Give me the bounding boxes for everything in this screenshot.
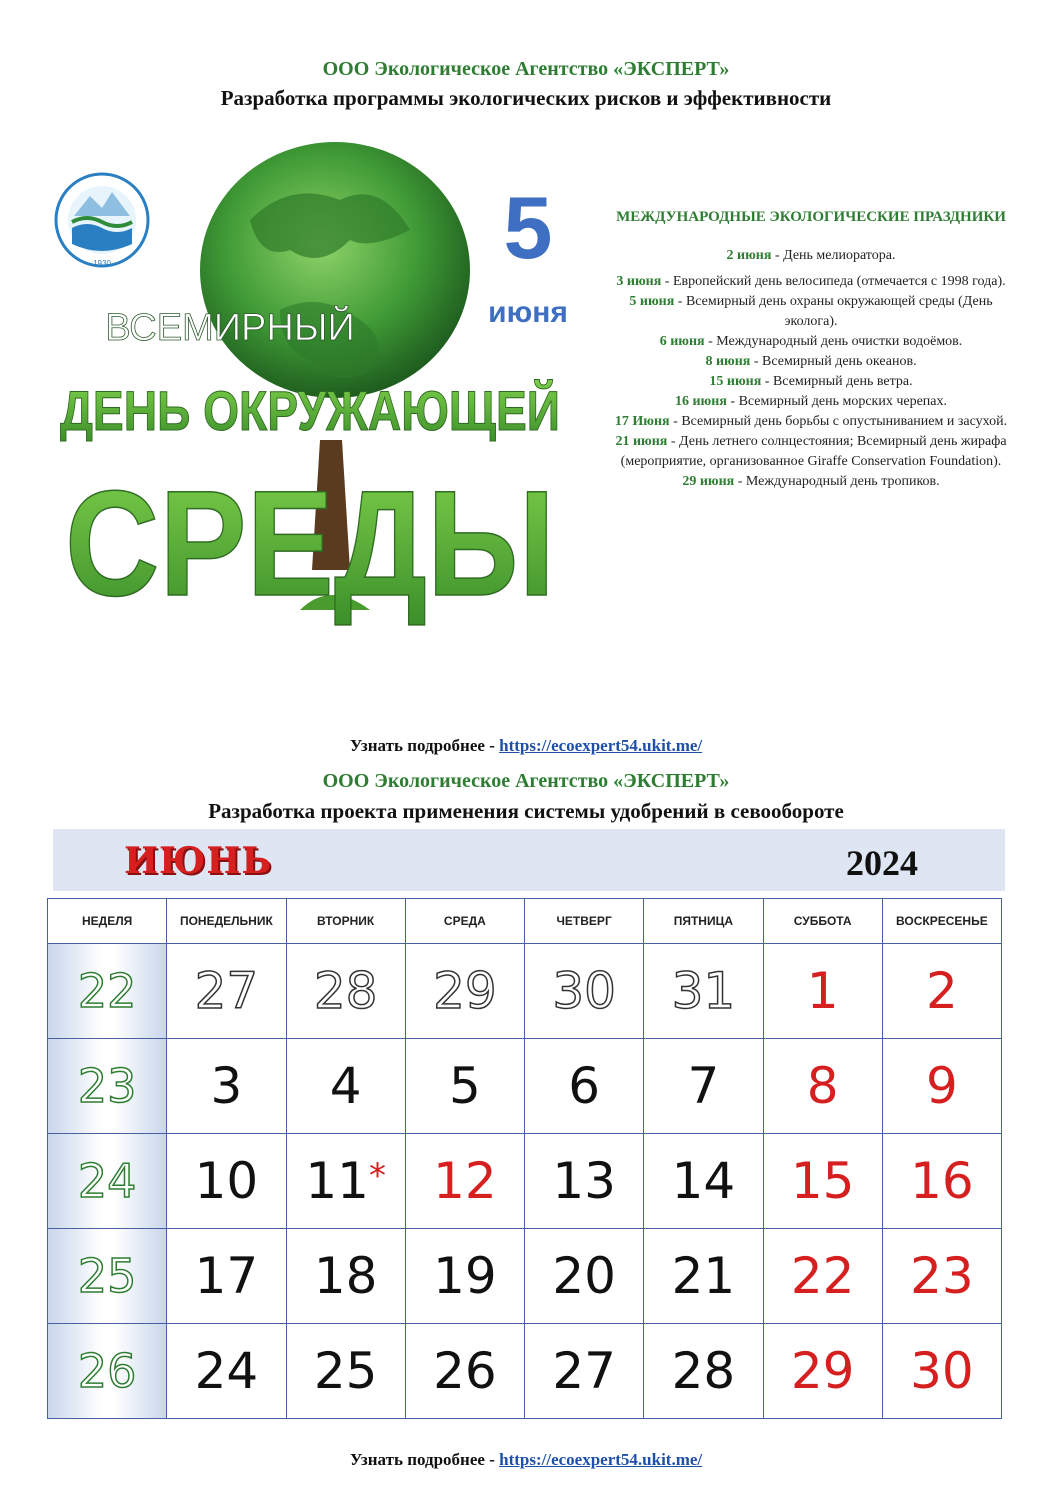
poster-line-environment: СРЕДЫ [65, 459, 555, 627]
holiday-separator: - [750, 354, 763, 369]
day-cell[interactable] [405, 1229, 524, 1324]
holiday-star-marker: * [368, 1156, 386, 1196]
day-number: 22 [790, 1247, 855, 1305]
day-cell[interactable] [525, 944, 644, 1039]
day-cell[interactable] [167, 1134, 286, 1229]
week-row [48, 1039, 1002, 1134]
more-info-1 [0, 736, 1052, 756]
day-number: 2 [925, 962, 958, 1020]
holiday-item [612, 352, 1010, 372]
holiday-date: 29 июня [682, 474, 735, 489]
company-name-2: ООО Экологическое Агентство «ЭКСПЕРТ» [322, 770, 730, 792]
holiday-separator: - [667, 434, 680, 449]
day-number: 20 [552, 1247, 616, 1305]
service-subtitle: Разработка программы экологических рисков и эффективности [220, 86, 832, 110]
day-cell[interactable] [882, 1134, 1001, 1229]
day-number: 30 [552, 962, 616, 1020]
day-number: 12 [433, 1152, 497, 1210]
weekday-header: СУББОТА [763, 899, 882, 944]
day-number: 30 [910, 1342, 974, 1400]
day-cell[interactable] [644, 1134, 763, 1229]
poster-day-number: 5 [503, 178, 553, 277]
day-number: 9 [925, 1057, 958, 1115]
holiday-item [612, 246, 1010, 266]
day-cell[interactable] [405, 1039, 524, 1134]
day-number: 14 [671, 1152, 736, 1210]
day-cell[interactable] [286, 944, 405, 1039]
day-cell[interactable] [882, 1039, 1001, 1134]
calendar-year: 2024 [846, 843, 918, 883]
holiday-item [612, 332, 1010, 352]
day-number: 15 [790, 1152, 855, 1210]
day-number: 27 [194, 962, 259, 1020]
holiday-item [612, 372, 1010, 392]
holiday-item [612, 392, 1010, 412]
weekday-header: ВТОРНИК [286, 899, 405, 944]
day-cell[interactable] [882, 1229, 1001, 1324]
day-cell[interactable] [525, 1039, 644, 1134]
holiday-date: 21 июня [615, 434, 668, 449]
holiday-item [612, 432, 1010, 472]
holiday-separator: - [771, 248, 784, 263]
day-number: 17 [194, 1247, 259, 1305]
holiday-text: День мелиоратора. [783, 248, 896, 263]
day-number: 28 [671, 1342, 736, 1400]
day-cell[interactable] [167, 1229, 286, 1324]
weekday-header: ПЯТНИЦА [644, 899, 763, 944]
holiday-text: Всемирный день борьбы с опустыниванием и засухой. [681, 414, 1008, 429]
holidays-list [612, 246, 1010, 492]
day-number: 29 [790, 1342, 855, 1400]
holiday-date: 15 июня [709, 374, 762, 389]
day-cell[interactable] [644, 1039, 763, 1134]
logo-year: 1930 [93, 259, 111, 268]
month-name: ИЮНЬ [124, 840, 273, 882]
holiday-date: 17 Июня [614, 414, 670, 429]
holiday-item [612, 472, 1010, 492]
weekday-header: ПОНЕДЕЛЬНИК [167, 899, 286, 944]
holiday-separator: - [661, 274, 673, 289]
week-number [48, 1324, 167, 1419]
day-cell[interactable] [286, 1134, 405, 1229]
day-number: 10 [194, 1152, 259, 1210]
day-cell[interactable] [405, 1134, 524, 1229]
day-cell[interactable] [167, 1324, 286, 1419]
day-number: 23 [910, 1247, 974, 1305]
more-info-link[interactable]: https://ecoexpert54.ukit.me/ [499, 1450, 703, 1469]
holiday-date: 6 июня [659, 334, 705, 349]
day-cell[interactable] [525, 1229, 644, 1324]
day-number: 7 [687, 1057, 720, 1115]
holiday-text: Международный день тропиков. [745, 474, 940, 489]
calendar-grid [47, 898, 1002, 1419]
holiday-date: 2 июня [726, 248, 772, 263]
day-cell[interactable] [882, 1324, 1001, 1419]
environment-day-poster [50, 140, 570, 660]
holiday-separator: - [726, 394, 739, 409]
holiday-text: Всемирный день морских черепах. [738, 394, 947, 409]
week-number-label: 26 [77, 1344, 137, 1398]
day-cell[interactable] [405, 944, 524, 1039]
holiday-text: Международный день очистки водоёмов. [716, 334, 963, 349]
holiday-item [612, 412, 1010, 432]
day-cell[interactable] [882, 944, 1001, 1039]
poster-day-month: июня [488, 296, 568, 329]
holiday-separator: - [761, 374, 773, 389]
week-number [48, 1229, 167, 1324]
day-cell[interactable] [286, 1324, 405, 1419]
day-cell[interactable] [405, 1324, 524, 1419]
week-number [48, 1039, 167, 1134]
day-number: 3 [210, 1057, 243, 1115]
day-number: 29 [433, 962, 497, 1020]
weekday-header: СРЕДА [405, 899, 524, 944]
day-cell[interactable] [644, 944, 763, 1039]
service-subtitle-2: Разработка проекта применения системы удобрений в севообороте [208, 799, 844, 823]
day-number: 13 [552, 1152, 616, 1210]
day-cell[interactable] [286, 1229, 405, 1324]
holiday-item [612, 292, 1010, 332]
day-number: 16 [910, 1152, 974, 1210]
week-number [48, 944, 167, 1039]
week-row [48, 1324, 1002, 1419]
holiday-separator: - [674, 294, 686, 309]
holiday-separator: - [734, 474, 746, 489]
day-cell[interactable] [167, 944, 286, 1039]
holidays-title: МЕЖДУНАРОДНЫЕ ЭКОЛОГИЧЕСКИЕ ПРАЗДНИКИ [616, 209, 1006, 225]
more-info-2 [0, 1450, 1052, 1470]
weekday-header: НЕДЕЛЯ [48, 899, 167, 944]
week-number-label: 23 [77, 1059, 137, 1113]
weekday-header: ЧЕТВЕРГ [525, 899, 644, 944]
company-name: ООО Экологическое Агентство «ЭКСПЕРТ» [322, 58, 730, 80]
day-cell[interactable] [763, 944, 882, 1039]
day-number: 1 [806, 962, 839, 1020]
week-number-label: 25 [77, 1249, 137, 1303]
day-number: 25 [313, 1342, 378, 1400]
week-number [48, 1134, 167, 1229]
poster-line-worldwide: ВСЕМИРНЫЙ [105, 307, 355, 349]
day-number: 5 [448, 1057, 481, 1115]
holiday-date: 16 июня [674, 394, 727, 409]
weekday-header: ВОСКРЕСЕНЬЕ [882, 899, 1001, 944]
day-number: 27 [552, 1342, 616, 1400]
day-number: 31 [671, 962, 736, 1020]
day-number: 19 [433, 1247, 497, 1305]
week-number-label: 22 [77, 964, 137, 1018]
day-cell[interactable] [286, 1039, 405, 1134]
day-number: 18 [313, 1247, 378, 1305]
holiday-text: Всемирный день охраны окружающей среды (День эколога). [685, 294, 993, 329]
day-cell[interactable] [167, 1039, 286, 1134]
more-info-label: Узнать подробнее - [349, 1450, 500, 1469]
day-cell[interactable] [644, 1229, 763, 1324]
day-number: 4 [329, 1057, 362, 1115]
day-cell[interactable] [763, 1324, 882, 1419]
holiday-separator: - [669, 414, 682, 429]
holiday-date: 5 июня [629, 294, 675, 309]
holiday-text: Европейский день велосипеда (отмечается с 1998 года). [672, 274, 1006, 289]
day-cell[interactable] [763, 1134, 882, 1229]
holiday-text: Всемирный день ветра. [772, 374, 913, 389]
holiday-text: День летнего солнцестояния; Всемирный день жирафа (мероприятие, организованное Giraffe Conservation Foundation). [620, 434, 1007, 469]
week-row [48, 1229, 1002, 1324]
day-cell[interactable] [644, 1324, 763, 1419]
day-cell[interactable] [525, 1134, 644, 1229]
day-number: 6 [568, 1057, 601, 1115]
day-number: 8 [806, 1057, 839, 1115]
holiday-item [612, 272, 1010, 292]
holiday-separator: - [704, 334, 717, 349]
day-cell[interactable] [763, 1039, 882, 1134]
poster-illustration [50, 140, 570, 660]
week-row [48, 944, 1002, 1039]
day-cell[interactable] [763, 1229, 882, 1324]
holiday-text: Всемирный день океанов. [762, 354, 917, 369]
holiday-date: 3 июня [616, 274, 662, 289]
weekday-header-row [48, 899, 1002, 944]
poster-line-day-of: ДЕНЬ ОКРУЖАЮЩЕЙ [60, 379, 560, 442]
day-cell[interactable] [525, 1324, 644, 1419]
day-number: 24 [194, 1342, 259, 1400]
week-row [48, 1134, 1002, 1229]
eco-holidays-panel [612, 208, 1010, 492]
day-number: 26 [433, 1342, 497, 1400]
day-number: 28 [313, 962, 378, 1020]
more-info-label: Узнать подробнее - [349, 736, 500, 755]
more-info-link[interactable]: https://ecoexpert54.ukit.me/ [499, 736, 703, 755]
day-number: 21 [671, 1247, 736, 1305]
week-number-label: 24 [77, 1154, 137, 1208]
day-number: 11 [305, 1152, 369, 1210]
university-logo [56, 174, 148, 268]
holiday-date: 8 июня [705, 354, 751, 369]
